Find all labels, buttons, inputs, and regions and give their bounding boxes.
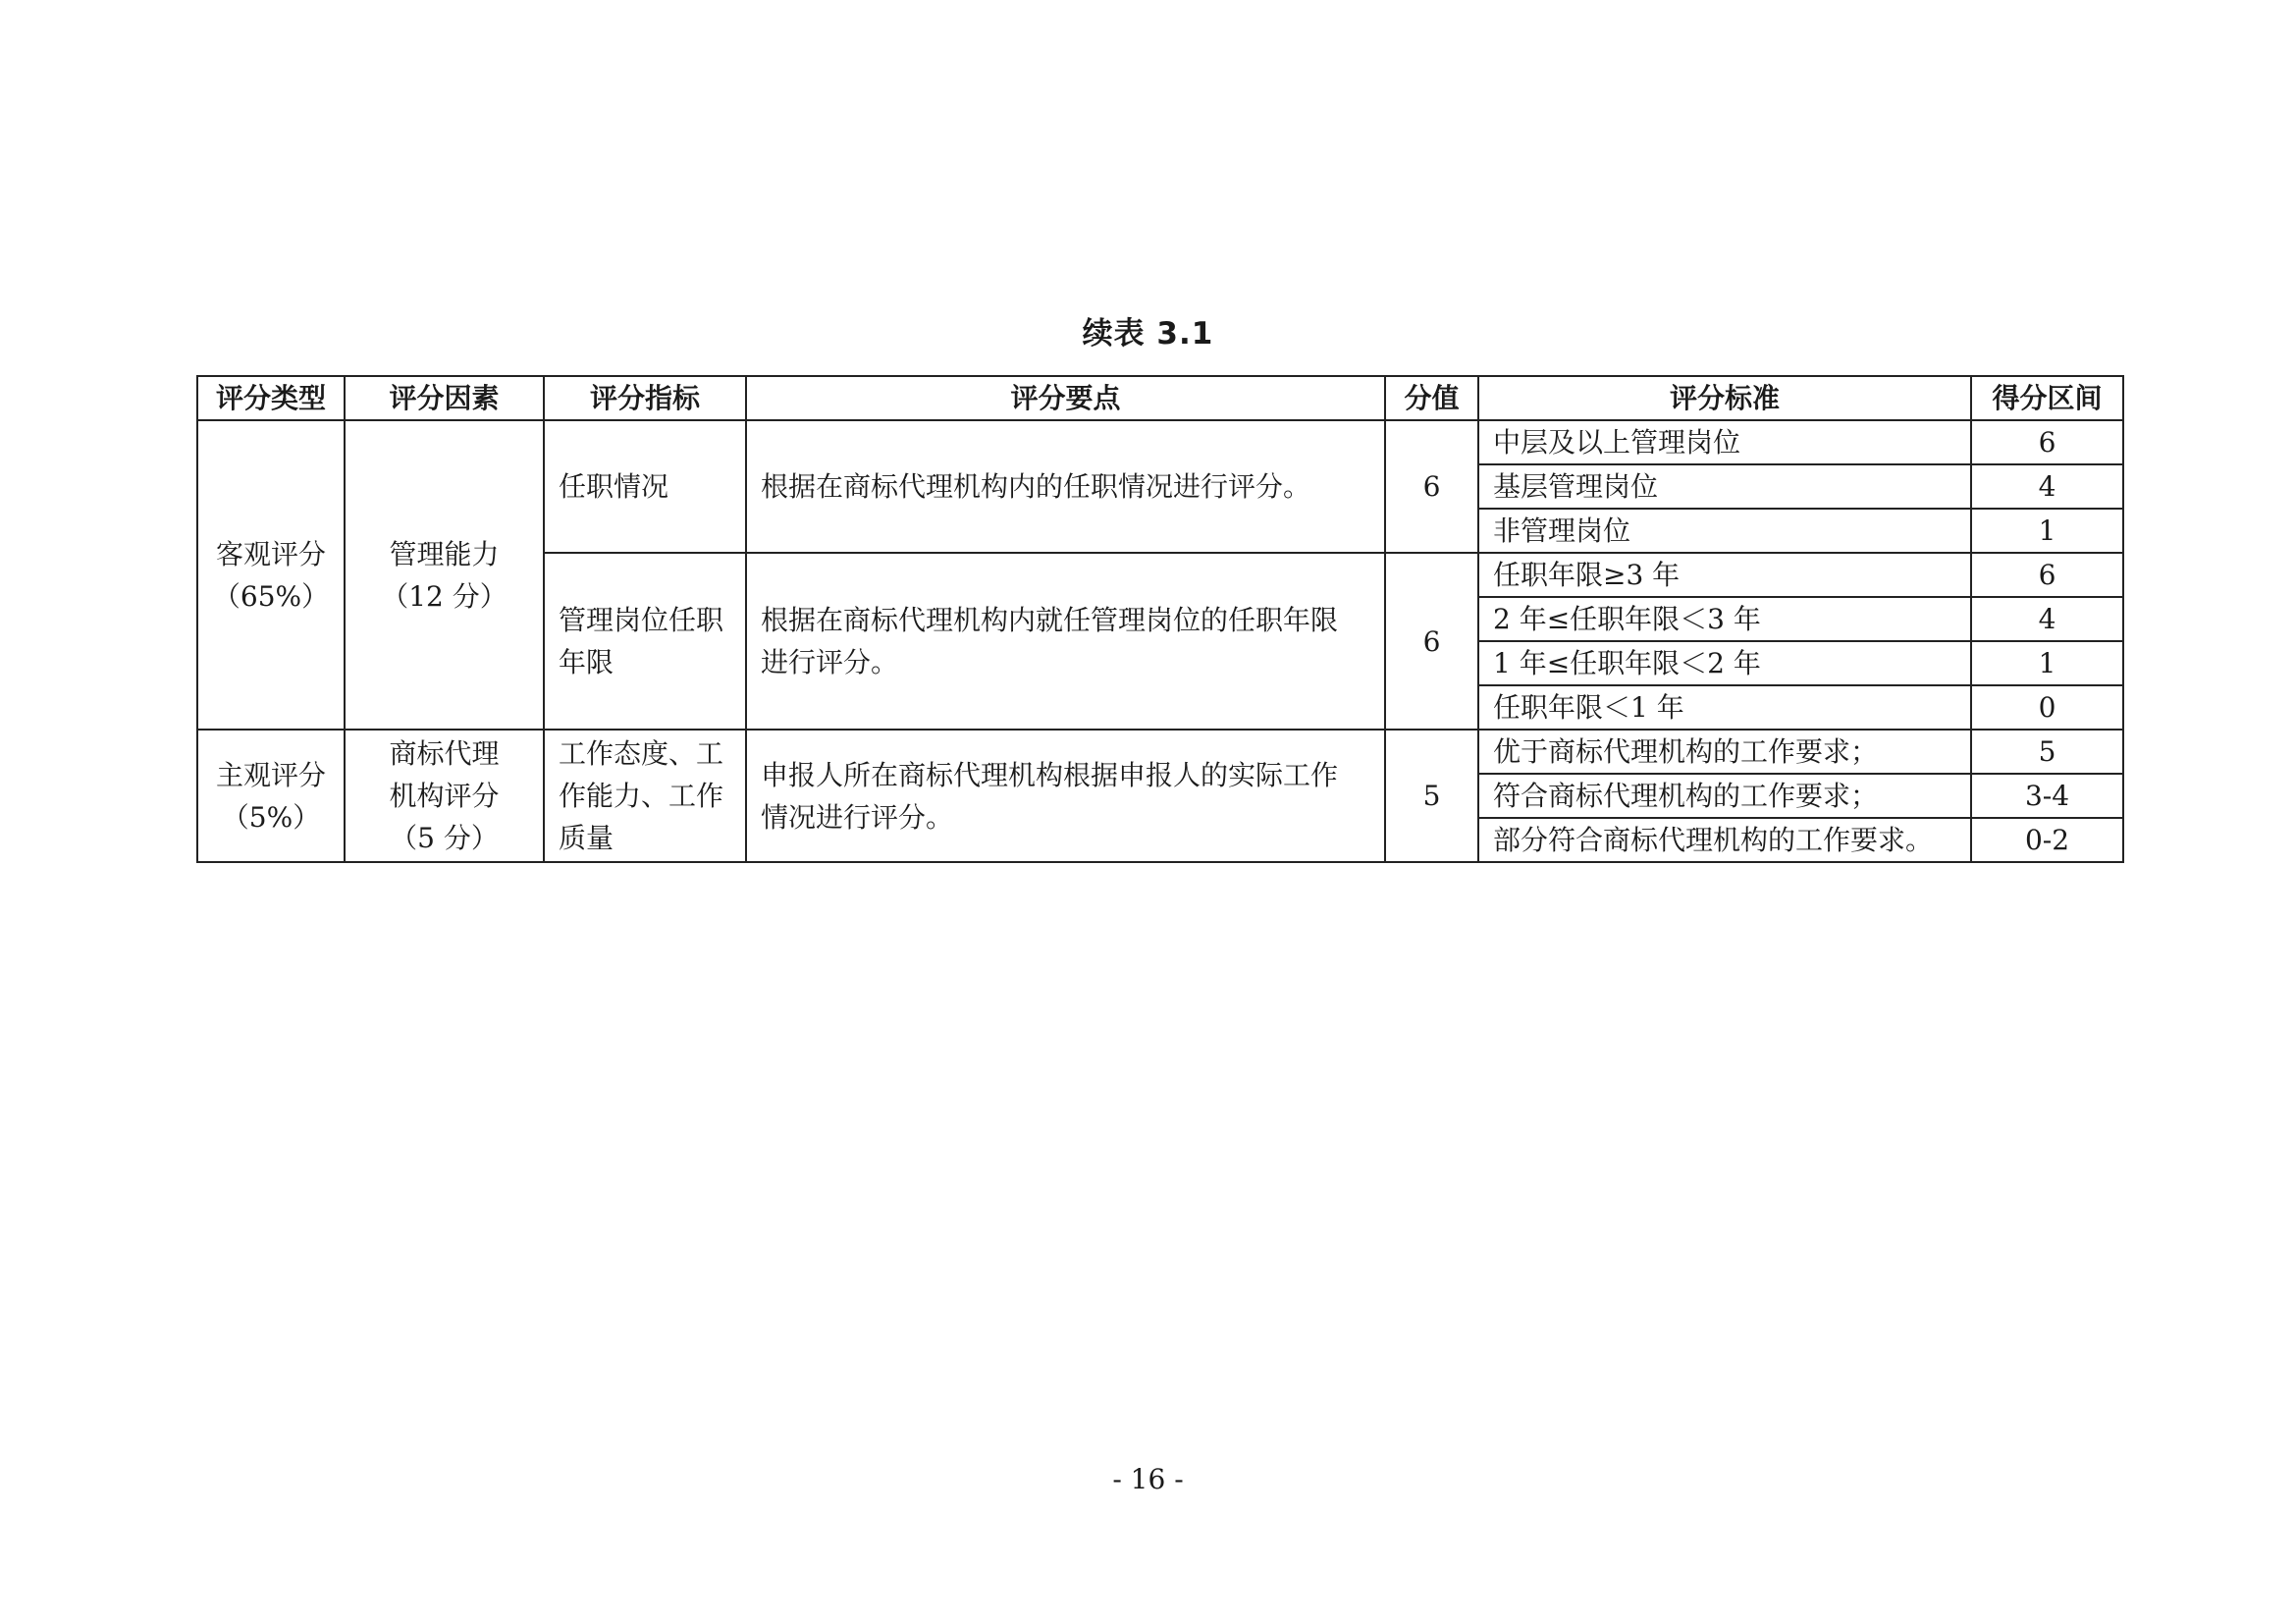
criteria-range: 6 (1971, 553, 2123, 597)
indicator-text: 管理岗位任职 (559, 604, 724, 636)
criteria-range: 5 (1971, 730, 2123, 774)
scoring-point-text: 进行评分。 (761, 646, 899, 678)
indicator-cell (544, 553, 746, 730)
score-factor-label: 管理能力 (389, 537, 500, 570)
criteria-range: 1 (1971, 509, 2123, 553)
criteria-standard: 1 年≤任职年限＜2 年 (1478, 641, 1971, 685)
score-factor-cell (345, 730, 544, 862)
scoring-point-text: 情况进行评分。 (761, 800, 954, 834)
criteria-standard: 基层管理岗位 (1478, 464, 1971, 509)
header-cell: 评分指标 (544, 376, 746, 420)
scoring-point-text: 根据在商标代理机构内就任管理岗位的任职年限 (761, 604, 1339, 636)
criteria-range: 4 (1971, 464, 2123, 509)
score-type-weight: （65%） (212, 579, 330, 613)
criteria-standard: 符合商标代理机构的工作要求； (1478, 774, 1971, 818)
header-cell: 评分要点 (746, 376, 1385, 420)
criteria-range: 0-2 (1971, 818, 2123, 862)
header-cell: 分值 (1385, 376, 1478, 420)
scoring-point-cell (746, 730, 1385, 862)
indicator-text: 任职情况 (559, 470, 669, 503)
header-cell: 得分区间 (1971, 376, 2123, 420)
criteria-range: 6 (1971, 420, 2123, 464)
indicator-text: 作能力、工作 (559, 780, 724, 812)
indicator-text: 工作态度、工 (559, 737, 724, 770)
indicator-cell (544, 420, 746, 553)
criteria-standard: 2 年≤任职年限＜3 年 (1478, 597, 1971, 641)
score-factor-points: （12 分） (381, 579, 507, 613)
score-value-cell: 6 (1385, 553, 1478, 730)
table-title: 续表 3.1 (1082, 316, 1214, 352)
score-value-cell: 5 (1385, 730, 1478, 862)
score-factor-label: 机构评分 (389, 780, 500, 812)
score-type-weight: （5%） (221, 800, 321, 834)
indicator-text: 质量 (559, 822, 614, 854)
indicator-text: 年限 (559, 646, 614, 678)
criteria-standard: 任职年限≥3 年 (1478, 553, 1971, 597)
criteria-range: 1 (1971, 641, 2123, 685)
table-row (197, 420, 2123, 464)
page-number: - 16 - (1112, 1463, 1184, 1495)
criteria-standard: 中层及以上管理岗位 (1478, 420, 1971, 464)
criteria-standard: 优于商标代理机构的工作要求； (1478, 730, 1971, 774)
criteria-range: 0 (1971, 685, 2123, 730)
score-type-label: 主观评分 (215, 758, 326, 791)
criteria-standard: 非管理岗位 (1478, 509, 1971, 553)
table-row (197, 730, 2123, 774)
table-header-row (197, 376, 2123, 420)
criteria-standard: 部分符合商标代理机构的工作要求。 (1478, 818, 1971, 862)
scoring-point-text: 申报人所在商标代理机构根据申报人的实际工作 (761, 758, 1339, 791)
criteria-range: 3-4 (1971, 774, 2123, 818)
score-factor-label: 商标代理 (389, 737, 500, 770)
scoring-table (196, 375, 2124, 863)
scoring-point-cell (746, 553, 1385, 730)
criteria-standard: 任职年限＜1 年 (1478, 685, 1971, 730)
score-factor-points: （5 分） (390, 822, 499, 854)
score-value-cell: 6 (1385, 420, 1478, 553)
score-factor-cell (345, 420, 544, 730)
scoring-point-cell (746, 420, 1385, 553)
header-cell: 评分因素 (345, 376, 544, 420)
header-cell: 评分类型 (197, 376, 345, 420)
score-type-cell (197, 730, 345, 862)
indicator-cell (544, 730, 746, 862)
header-cell: 评分标准 (1478, 376, 1971, 420)
scoring-point-text: 根据在商标代理机构内的任职情况进行评分。 (761, 470, 1311, 503)
score-type-cell (197, 420, 345, 730)
score-type-label: 客观评分 (215, 537, 326, 570)
criteria-range: 4 (1971, 597, 2123, 641)
